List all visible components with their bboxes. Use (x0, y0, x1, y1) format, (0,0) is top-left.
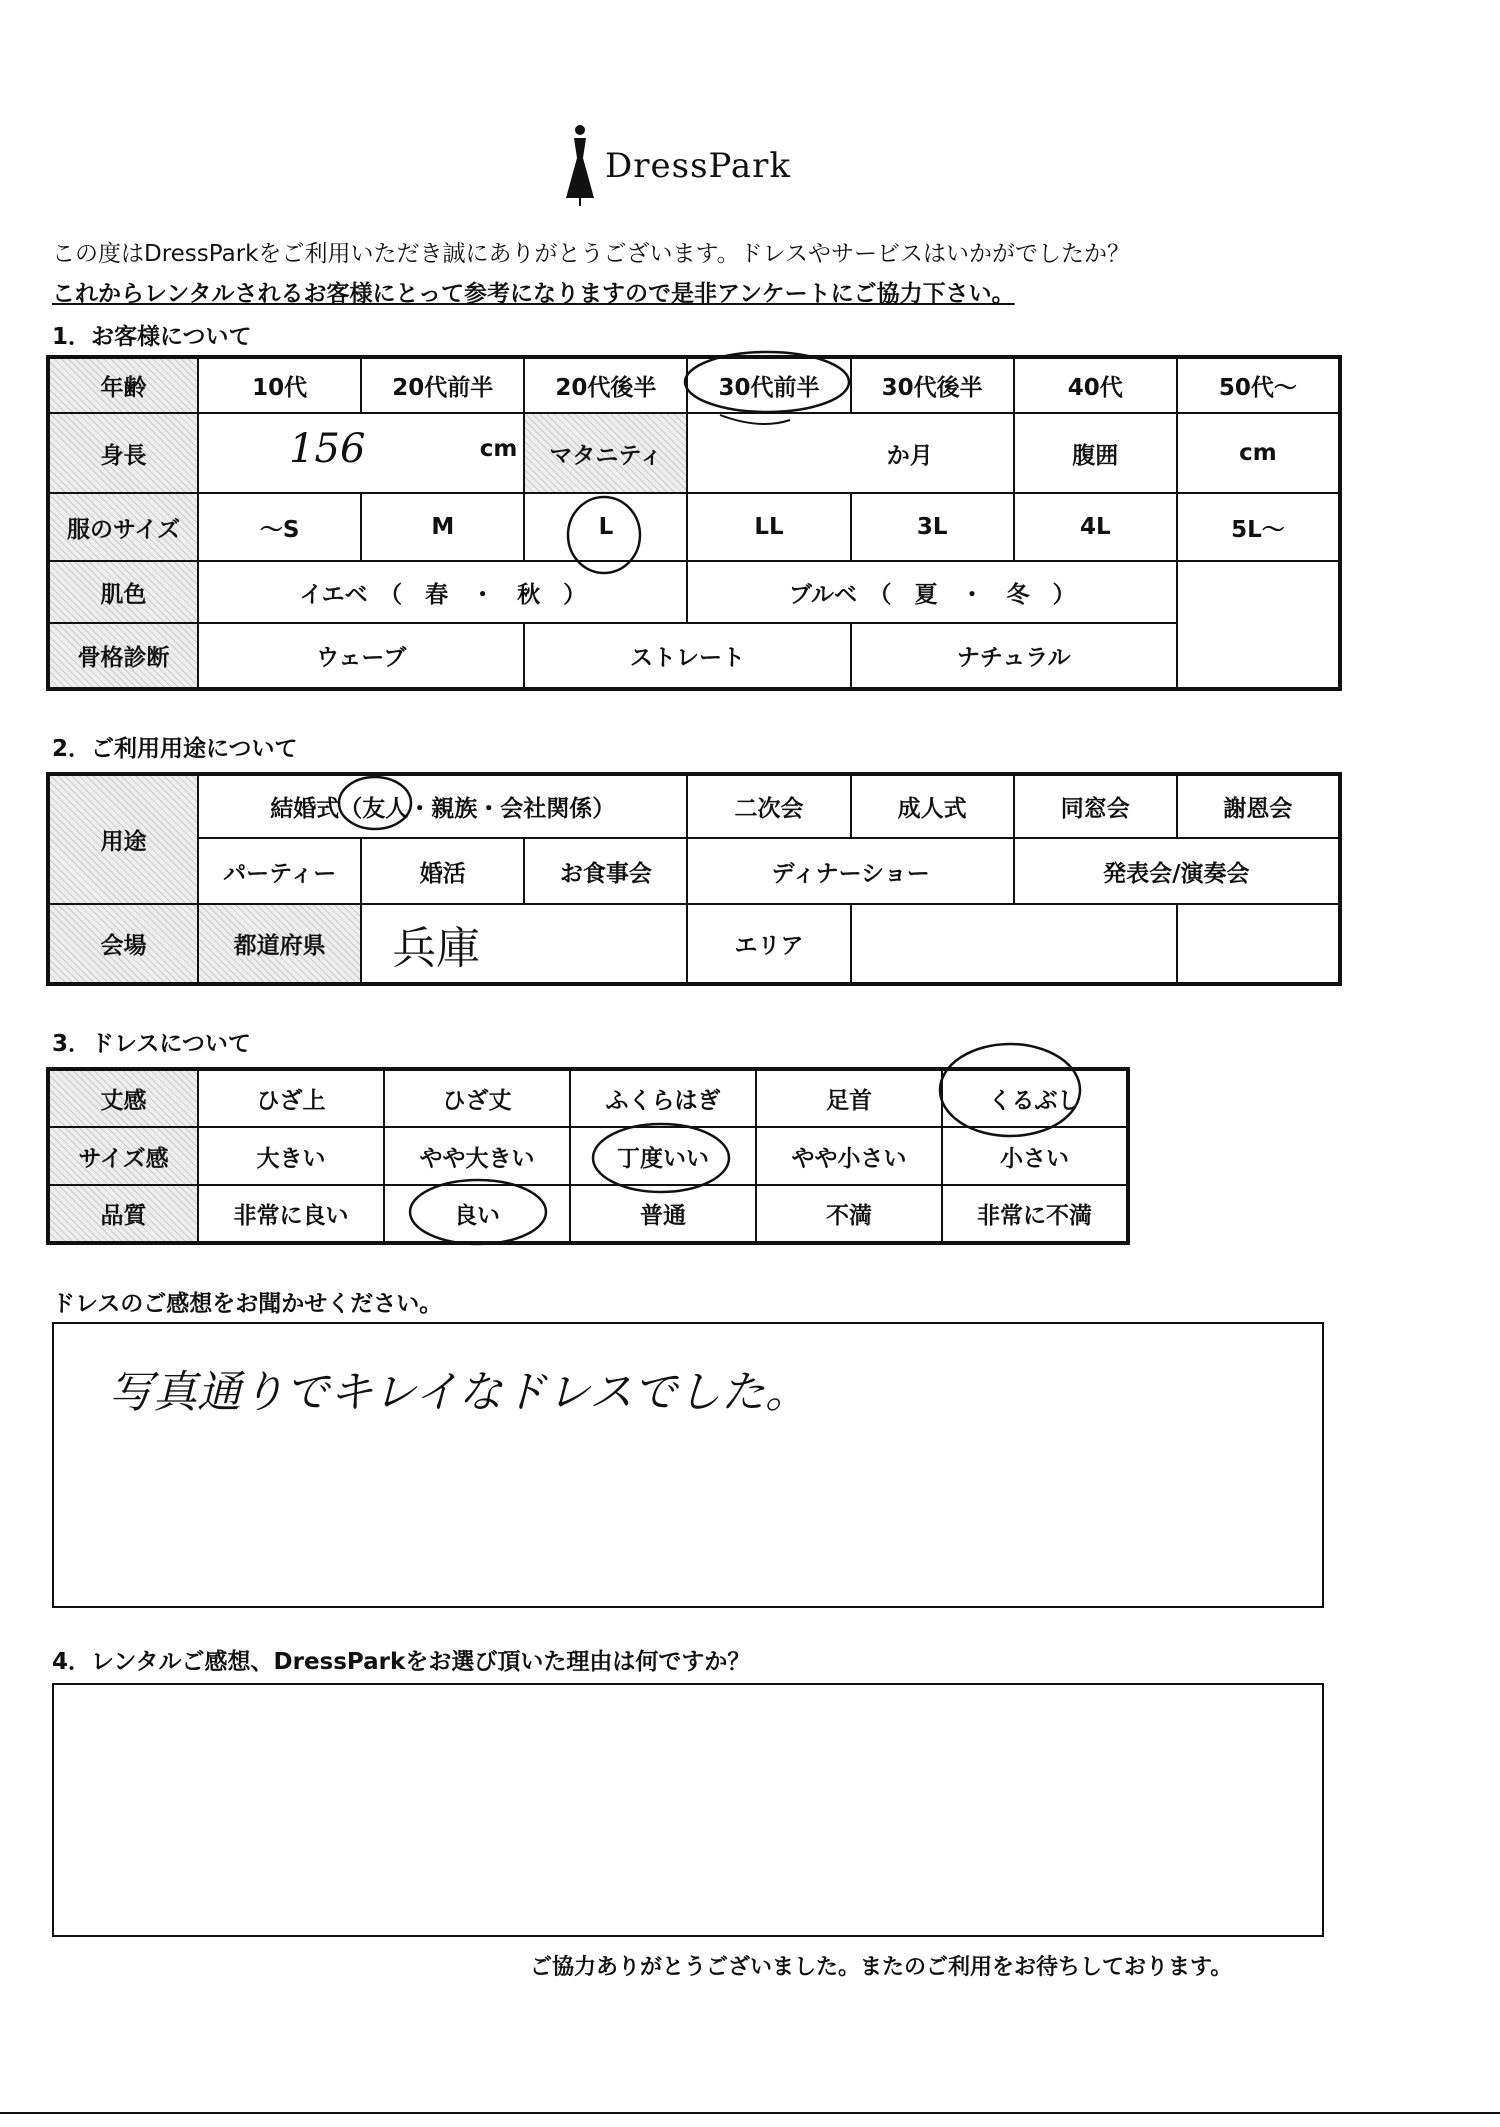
skin-blue[interactable]: ブルベ （ 夏 ・ 冬 ） (687, 561, 1176, 623)
height-row (48, 413, 1340, 493)
height-label: 身長 (48, 413, 198, 493)
length-option[interactable]: ひざ上 (198, 1069, 384, 1127)
purpose-label: 用途 (48, 774, 198, 904)
age-option[interactable]: 10代 (198, 357, 361, 413)
size-row (48, 493, 1340, 561)
length-label: 丈感 (48, 1069, 198, 1127)
skin-yellow[interactable]: イエベ （ 春 ・ 秋 ） (198, 561, 687, 623)
quality-option-selected[interactable]: 良い (384, 1185, 570, 1243)
fit-option[interactable]: やや小さい (756, 1127, 942, 1185)
skin-label: 肌色 (48, 561, 198, 623)
empty-cell (1177, 561, 1340, 623)
waist-unit: cm (1239, 440, 1277, 466)
purpose-option[interactable]: 二次会 (687, 774, 850, 838)
purpose-option[interactable]: 謝恩会 (1177, 774, 1340, 838)
intro-line2: これからレンタルされるお客様にとって参考になりますので是非アンケートにご協力下さい。 (52, 281, 1015, 307)
prefecture-value: 兵庫 (392, 922, 481, 974)
length-option[interactable]: ふくらはぎ (570, 1069, 756, 1127)
age-option-selected[interactable]: 30代前半 (687, 357, 850, 413)
section3-title: 3．ドレスについて (52, 1031, 251, 1057)
dress-table (46, 1067, 1130, 1245)
brand-name: DressPark (605, 146, 792, 186)
dress-icon (560, 118, 610, 208)
frame-option[interactable]: ウェーブ (198, 623, 524, 689)
age-option[interactable]: 40代 (1014, 357, 1177, 413)
size-option[interactable]: 3L (851, 493, 1014, 561)
comment-box[interactable] (52, 1322, 1324, 1608)
quality-option[interactable]: 非常に不満 (942, 1185, 1128, 1243)
fit-label: サイズ感 (48, 1127, 198, 1185)
purpose-option[interactable]: 同窓会 (1014, 774, 1177, 838)
age-row (48, 357, 1340, 413)
section2-title: 2．ご利用用途について (52, 736, 298, 762)
area-label: エリア (687, 904, 850, 984)
size-option[interactable]: 〜S (198, 493, 361, 561)
empty-cell (1177, 623, 1340, 689)
waist-field[interactable] (1177, 413, 1340, 493)
fit-option[interactable]: 大きい (198, 1127, 384, 1185)
prefecture-field[interactable] (361, 904, 687, 984)
customer-table (46, 355, 1342, 691)
maternity-label: マタニティ (524, 413, 687, 493)
purpose-option[interactable]: 成人式 (851, 774, 1014, 838)
age-option[interactable]: 30代後半 (851, 357, 1014, 413)
fit-option-selected[interactable]: 丁度いい (570, 1127, 756, 1185)
purpose-option[interactable]: パーティー (198, 838, 361, 904)
length-option-selected[interactable]: くるぶし (942, 1069, 1128, 1127)
comment-question: ドレスのご感想をお聞かせください。 (52, 1291, 443, 1317)
fit-option[interactable]: やや大きい (384, 1127, 570, 1185)
fit-option[interactable]: 小さい (942, 1127, 1128, 1185)
age-option[interactable]: 20代後半 (524, 357, 687, 413)
quality-option[interactable]: 普通 (570, 1185, 756, 1243)
quality-option[interactable]: 非常に良い (198, 1185, 384, 1243)
purpose-option[interactable]: ディナーショー (687, 838, 1013, 904)
empty-cell (1177, 904, 1340, 984)
months-unit: か月 (886, 442, 933, 469)
length-option[interactable]: 足首 (756, 1069, 942, 1127)
footer-thanks: ご協力ありがとうございました。またのご利用をお待ちしております。 (530, 1955, 1233, 1980)
purpose-row2 (48, 838, 1340, 904)
venue-label: 会場 (48, 904, 198, 984)
height-unit: cm (479, 436, 518, 462)
frame-label: 骨格診断 (48, 623, 198, 689)
size-option[interactable]: M (361, 493, 524, 561)
age-option[interactable]: 50代〜 (1177, 357, 1340, 413)
venue-row (48, 904, 1340, 984)
quality-row (48, 1185, 1128, 1243)
frame-row (48, 623, 1340, 689)
height-field[interactable] (198, 413, 524, 493)
height-value: 156 (289, 426, 366, 472)
size-option[interactable]: 4L (1014, 493, 1177, 561)
reason-box[interactable] (52, 1683, 1324, 1937)
purpose-table (46, 772, 1342, 986)
comment-answer: 写真通りでキレイなドレスでした。 (109, 1367, 810, 1418)
length-option[interactable]: ひざ丈 (384, 1069, 570, 1127)
bottom-rule (0, 2112, 1500, 2114)
purpose-option[interactable]: 婚活 (361, 838, 524, 904)
frame-option[interactable]: ストレート (524, 623, 850, 689)
frame-option[interactable]: ナチュラル (851, 623, 1177, 689)
purpose-option[interactable]: お食事会 (524, 838, 687, 904)
area-field[interactable] (851, 904, 1177, 984)
size-option-selected[interactable]: L (524, 493, 687, 561)
size-label: 服のサイズ (48, 493, 198, 561)
waist-label: 腹囲 (1014, 413, 1177, 493)
dresspark-logo (560, 118, 820, 208)
purpose-option[interactable]: 発表会/演奏会 (1014, 838, 1340, 904)
age-label: 年齢 (48, 357, 198, 413)
size-option[interactable]: 5L〜 (1177, 493, 1340, 561)
age-option[interactable]: 20代前半 (361, 357, 524, 413)
fit-row (48, 1127, 1128, 1185)
size-option[interactable]: LL (687, 493, 850, 561)
purpose-wedding[interactable]: 結婚式（友人・親族・会社関係） (198, 774, 687, 838)
quality-option[interactable]: 不満 (756, 1185, 942, 1243)
prefecture-label: 都道府県 (198, 904, 361, 984)
skin-row (48, 561, 1340, 623)
intro-line1: この度はDressParkをご利用いただき誠にありがとうございます。ドレスやサービスはいかがでしたか？ (52, 241, 1130, 267)
purpose-row1 (48, 774, 1340, 838)
maternity-field[interactable] (687, 413, 1013, 493)
section4-title: 4．レンタルご感想、DressParkをお選び頂いた理由は何ですか？ (52, 1649, 751, 1675)
section1-title: 1．お客様について (52, 324, 252, 350)
quality-label: 品質 (48, 1185, 198, 1243)
length-row (48, 1069, 1128, 1127)
